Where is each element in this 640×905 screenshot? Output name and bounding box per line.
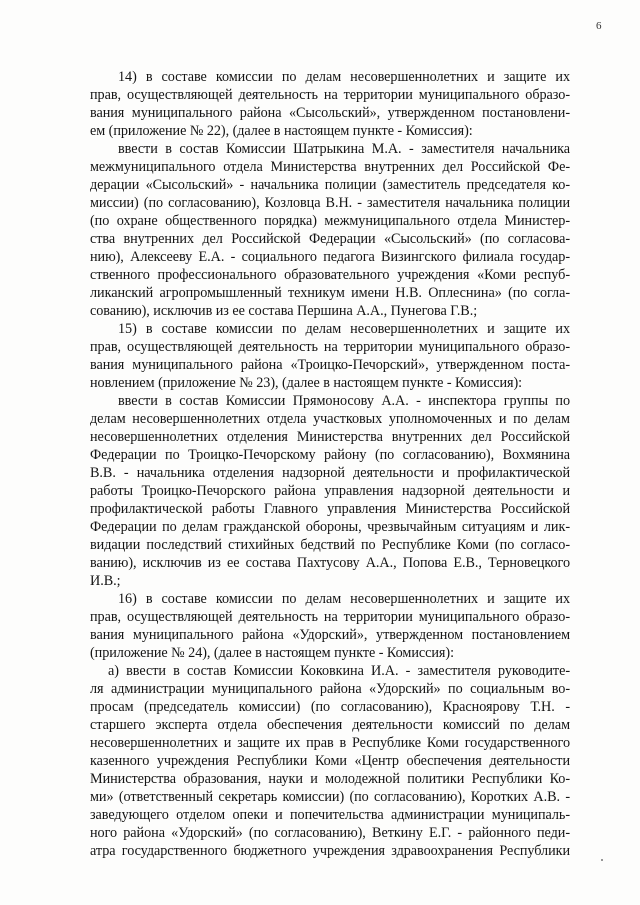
text-line: а) ввести в состав Комиссии Коковкина И.А. - заместителя руководите- [108,663,570,679]
text-line: (по охране общественного порядка) межмуниципального отдела Министер- [90,213,570,229]
text-line: дерации «Сысольский» - начальника полиции (заместитель председателя ко- [90,177,570,193]
text-line: новлением (приложение № 23), (далее в настоящем пункте - Комиссия): [90,375,523,391]
text-line: ственного профессионального образовательного учреждения «Коми респуб- [90,267,570,283]
text-line: старшего эксперта отдела обеспечения деятельности комиссий по делам [90,717,570,733]
text-line: атра государственного бюджетного учреждения здравоохранения Республики [90,843,570,859]
text-line: прав, осуществляющей деятельность на территории муниципального образо- [90,609,570,625]
text-line: 14) в составе комиссии по делам несовершеннолетних и защите их [118,69,570,85]
text-line: ввести в состав Комиссии Прямоносову А.А. - инспектора группы по [118,393,570,409]
text-line: нию), Алексееву Е.А. - социального педагога Визингского филиала государ- [90,249,570,265]
text-line: несовершеннолетних отделения Министерства внутренних дел Российской [90,429,570,445]
text-line: ного района «Удорский» (по согласованию), Веткину Е.Г. - районного педи- [90,825,570,841]
text-line: работы Троицко-Печорского района управления надзорной деятельности и [90,483,570,499]
text-line: И.В.; [90,573,121,589]
text-line: просам (председатель комиссии) (по согласованию), Красноярову Т.Н. - [90,699,570,715]
text-line: ванию), исключив из ее состава Пахтусову А.А., Попова Е.В., Терновецкого [90,555,570,571]
text-line: Федерации по делам гражданской обороны, чрезвычайным ситуациям и лик- [90,519,570,535]
text-line: 15) в составе комиссии по делам несовершеннолетних и защите их [118,321,570,337]
text-line: 16) в составе комиссии по делам несовершеннолетних и защите их [118,591,570,607]
text-line: ми» (ответственный секретарь комиссии) (по согласованию), Коротких А.В. - [90,789,570,805]
text-line: миссии) (по согласованию), Козловца В.Н. - заместителя начальника полиции [90,195,570,211]
text-line: профилактической работы Главного управления Министерства Российской [90,501,570,517]
text-line: ля администрации муниципального района «Удорский» по социальным во- [90,681,570,697]
page-number: 6 [596,20,602,32]
text-line: несовершеннолетних и защите их прав в Республике Коми государственного [90,735,570,751]
text-line: вания муниципального района «Троицко-Печорский», утвержденном поста- [90,357,570,373]
text-line: (приложение № 24), (далее в настоящем пункте - Комиссия): [90,645,454,661]
text-line: делам несовершеннолетних отдела участковых уполномоченных и по делам [90,411,570,427]
text-line: казенного учреждения Республики Коми «Центр обеспечения деятельности [90,753,570,769]
text-line: Федерации по Троицко-Печорскому району (по согласованию), Вохмянина [90,447,570,463]
text-line: ства внутренних дел Российской Федерации «Сысольский» (по согласова- [90,231,570,247]
text-line: прав, осуществляющей деятельность на территории муниципального образо- [90,339,570,355]
text-line: видации последствий стихийных бедствий по Республике Коми (по согласо- [90,537,570,553]
text-line: ем (приложение № 22), (далее в настоящем пункте - Комиссия): [90,123,473,139]
text-line: вания муниципального района «Удорский», утвержденном постановлением [90,627,570,643]
text-line: ввести в состав Комиссии Шатрыкина М.А. - заместителя начальника [118,141,570,157]
text-line: сованию), исключив из ее состава Першина А.А., Пунегова Г.В.; [90,303,478,319]
scan-speck [601,859,603,861]
text-line: ликанский агропромышленный техникум имени Н.В. Оплеснина» (по согла- [90,285,570,301]
text-line: заведующего отделом опеки и попечительства администрации муниципаль- [90,807,570,823]
text-line: В.В. - начальника отделения надзорной деятельности и профилактической [90,465,570,481]
text-line: межмуниципального отдела Министерства внутренних дел Российской Фе- [90,159,570,175]
text-line: вания муниципального района «Сысольский», утвержденном постановлени- [90,105,570,121]
text-line: Министерства образования, науки и молодежной политики Республики Ко- [90,771,570,787]
text-line: прав, осуществляющей деятельность на территории муниципального образо- [90,87,570,103]
